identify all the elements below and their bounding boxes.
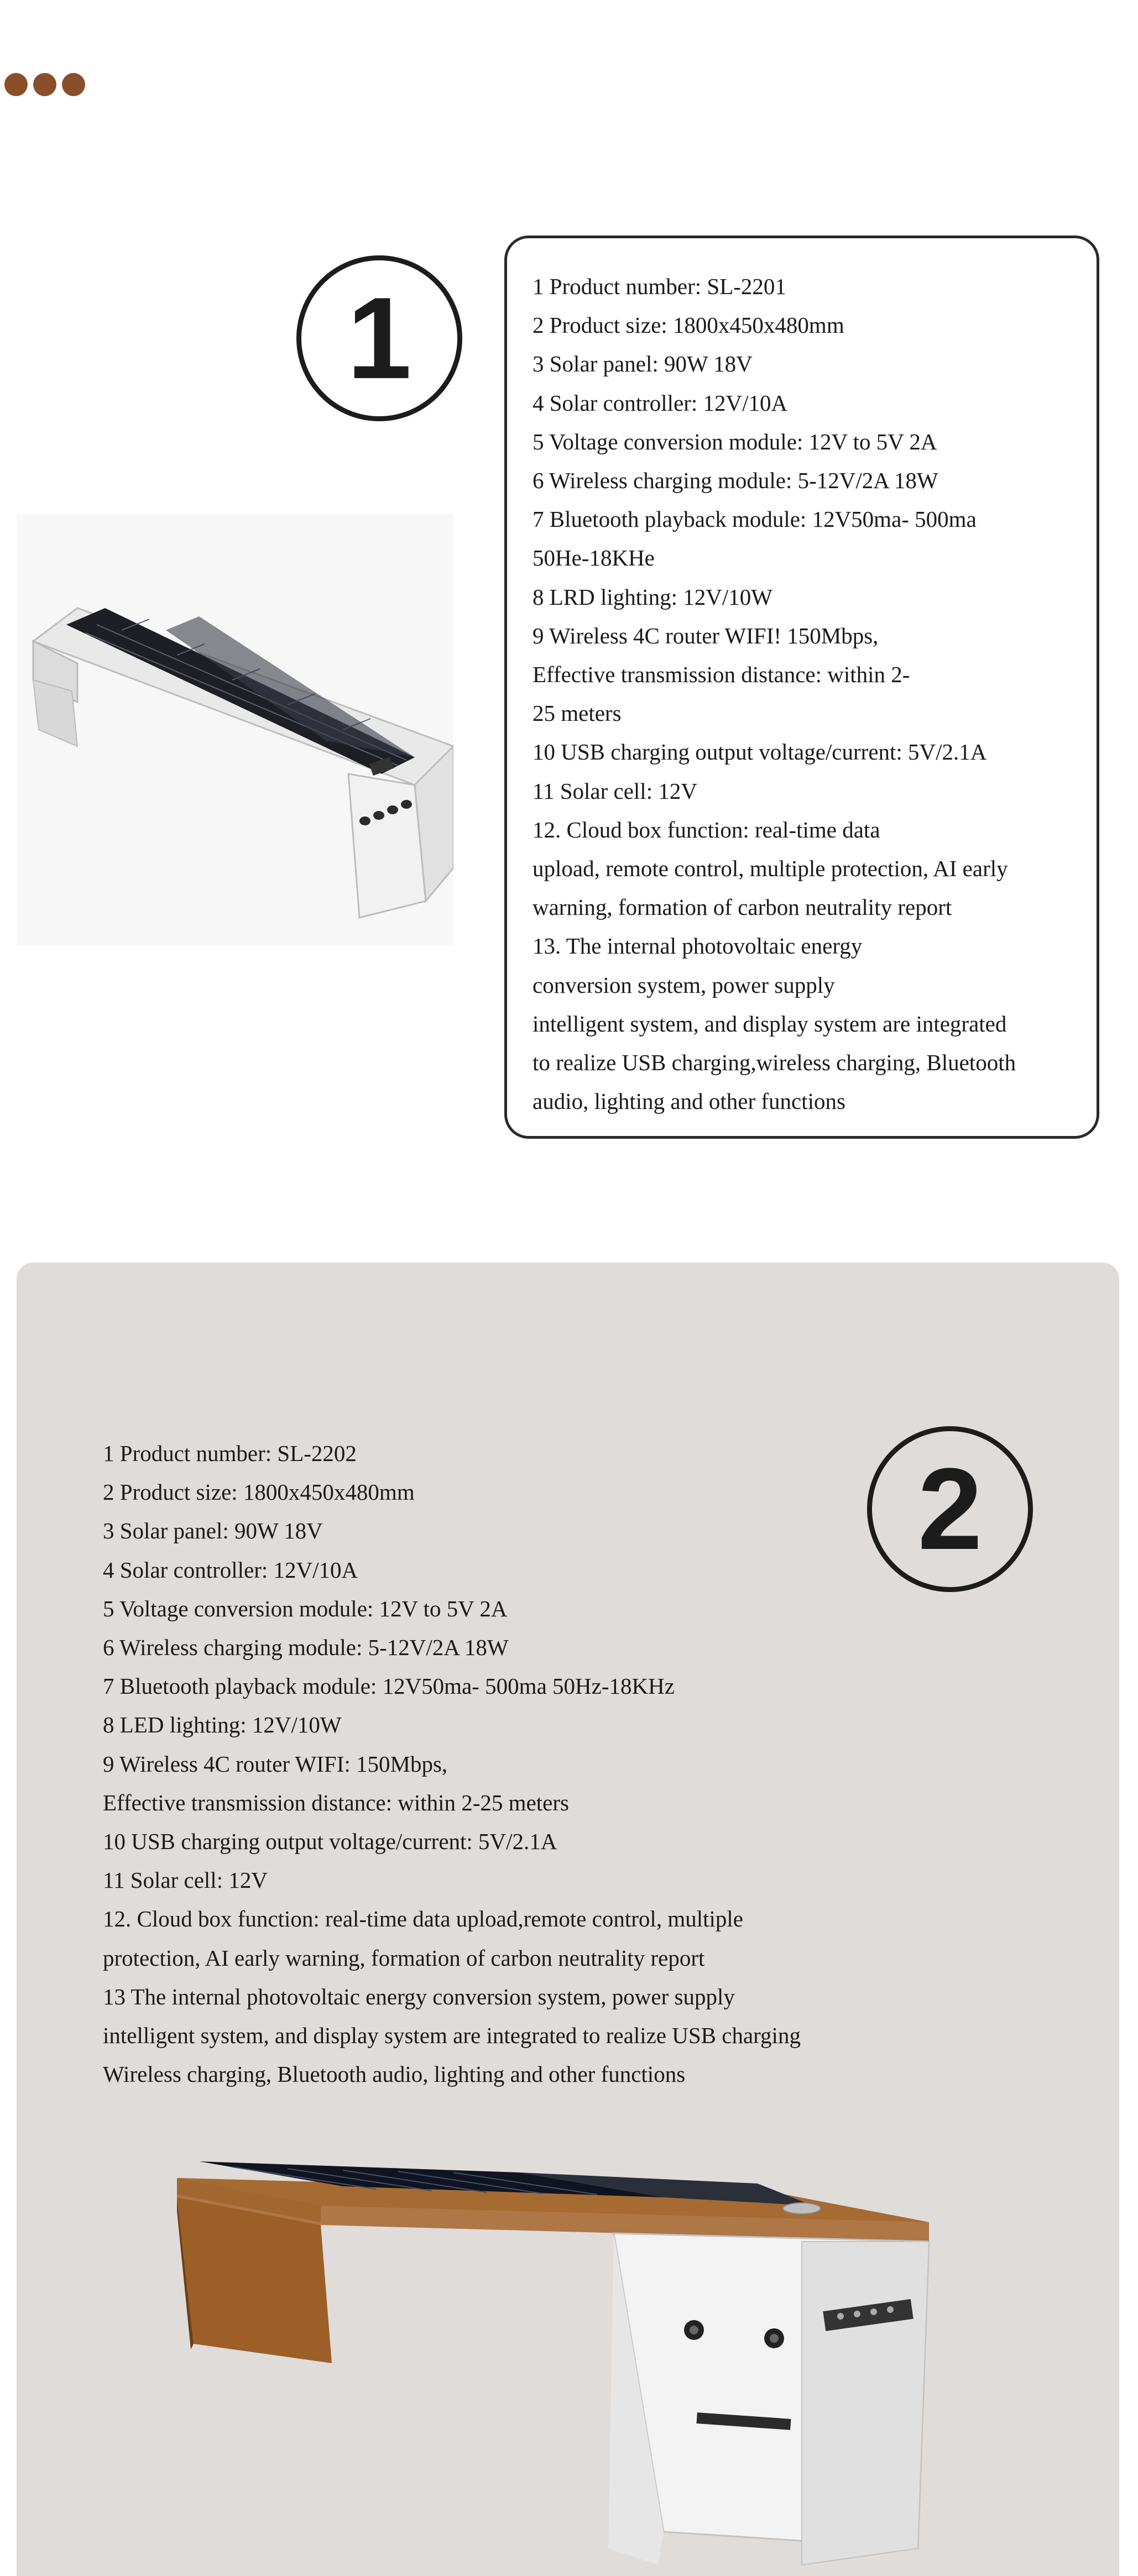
spec-line: 8 LED lighting: 12V/10W: [103, 1712, 342, 1738]
section-1-spec-box: [504, 235, 1099, 1139]
spec-line: warning, formation of carbon neutrality report: [533, 894, 952, 920]
spec-line: 6 Wireless charging module: 5-12V/2A 18W: [103, 1635, 509, 1661]
spec-line: 50He-18KHe: [533, 545, 655, 571]
spec-line: 5 Voltage conversion module: 12V to 5V 2A: [103, 1595, 508, 1621]
spec-line: 6 Wireless charging module: 5-12V/2A 18W: [533, 468, 938, 494]
dot-1: [4, 73, 28, 96]
spec-line: 1 Product number: SL-2201: [533, 274, 786, 299]
spec-line: 3 Solar panel: 90W 18V: [103, 1518, 323, 1544]
spec-line: to realize USB charging,wireless charging, Bluetooth: [533, 1050, 1016, 1076]
spec-line: 1 Product number: SL-2202: [103, 1441, 357, 1466]
spec-line: 8 LRD lighting: 12V/10W: [533, 584, 772, 610]
spec-line: 4 Solar controller: 12V/10A: [533, 390, 788, 416]
spec-line: 2 Product size: 1800x450x480mm: [533, 312, 844, 338]
spec-line: conversion system, power supply: [533, 972, 835, 998]
spec-line: 3 Solar panel: 90W 18V: [533, 351, 753, 377]
section-1-number: 1: [296, 255, 462, 421]
section-2-spec-list: [103, 1434, 801, 2093]
spec-line: upload, remote control, multiple protection, AI early: [533, 856, 1008, 882]
spec-line: 25 meters: [533, 700, 622, 726]
spec-line: 13. The internal photovoltaic energy: [533, 933, 863, 959]
section-2-number: 2: [867, 1426, 1033, 1592]
spec-line: intelligent system, and display system are integrated: [533, 1010, 1007, 1036]
spec-line: audio, lighting and other functions: [533, 1088, 845, 1114]
spec-line: protection, AI early warning, formation of carbon neutrality report: [103, 1945, 705, 1971]
spec-line: 7 Bluetooth playback module: 12V50ma- 500ma 50Hz-18KHz: [103, 1673, 675, 1699]
smart-bench-white-image: [17, 514, 453, 945]
spec-line: 9 Wireless 4C router WIFI! 150Mbps,: [533, 622, 879, 648]
decorative-dots: [4, 73, 85, 96]
spec-line: 7 Bluetooth playback module: 12V50ma- 500ma: [533, 506, 977, 532]
spec-line: 12. Cloud box function: real-time data upload,remote control, multiple: [103, 1906, 743, 1932]
spec-line: 11 Solar cell: 12V: [103, 1867, 268, 1893]
spec-line: 12. Cloud box function: real-time data: [533, 816, 880, 842]
spec-line: 4 Solar controller: 12V/10A: [103, 1557, 358, 1583]
spec-line: intelligent system, and display system are integrated to realize USB charging: [103, 2023, 801, 2049]
spec-line: 13 The internal photovoltaic energy conversion system, power supply: [103, 1983, 735, 2009]
spec-line: 2 Product size: 1800x450x480mm: [103, 1479, 415, 1505]
spec-line: Wireless charging, Bluetooth audio, lighting and other functions: [103, 2061, 686, 2087]
dot-2: [33, 73, 56, 96]
spec-line: 10 USB charging output voltage/current: 5V/2.1A: [533, 739, 987, 765]
spec-line: 5 Voltage conversion module: 12V to 5V 2A: [533, 428, 937, 454]
smart-bench-wood-image: [177, 2145, 951, 2576]
spec-line: 11 Solar cell: 12V: [533, 778, 697, 804]
dot-3: [62, 73, 85, 96]
spec-line: Effective transmission distance: within 2-25 meters: [103, 1789, 569, 1815]
spec-line: 10 USB charging output voltage/current: 5V/2.1A: [103, 1829, 557, 1855]
spec-line: Effective transmission distance: within 2-: [533, 662, 910, 688]
spec-line: 9 Wireless 4C router WIFI: 150Mbps,: [103, 1751, 448, 1777]
